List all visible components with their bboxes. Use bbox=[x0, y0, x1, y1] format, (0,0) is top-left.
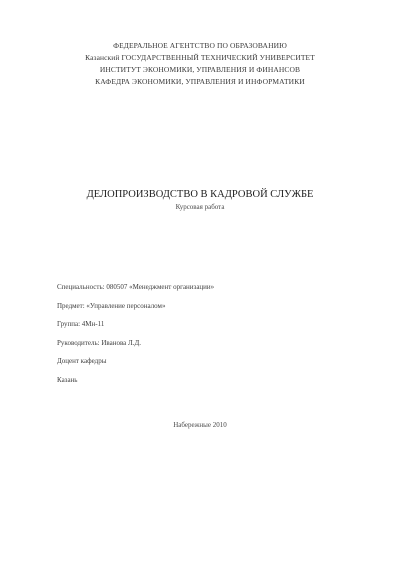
header-agency: ФЕДЕРАЛЬНОЕ АГЕНТСТВО ПО ОБРАЗОВАНИЮ bbox=[113, 41, 287, 50]
info-group: Группа: 4Мн-11 bbox=[57, 320, 105, 328]
info-position: Доцент кафедры bbox=[57, 357, 107, 365]
document-header bbox=[0, 40, 400, 88]
header-institute: ИНСТИТУТ ЭКОНОМИКИ, УПРАВЛЕНИЯ И ФИНАНСОВ bbox=[99, 65, 301, 74]
info-course: Предмет: «Управление персоналом» bbox=[57, 301, 166, 310]
title-block bbox=[0, 188, 400, 213]
document-subtitle: Курсовая работа bbox=[175, 203, 225, 211]
header-university: Казанский ГОСУДАРСТВЕННЫЙ ТЕХНИЧЕСКИЙ УНИВЕРСИТЕТ bbox=[85, 53, 315, 62]
info-city: Казань bbox=[57, 375, 78, 384]
footer-place-year: Набережные 2010 bbox=[173, 421, 227, 429]
info-student: Руководитель: Иванова Л.Д. bbox=[57, 338, 142, 347]
info-specialty: Специальность: 080507 «Менеджмент организации» bbox=[57, 283, 215, 291]
header-department: КАФЕДРА ЭКОНОМИКИ, УПРАВЛЕНИЯ И ИНФОРМАТИКИ bbox=[95, 77, 305, 86]
document-title: ДЕЛОПРОИЗВОДСТВО В КАДРОВОЙ СЛУЖБЕ bbox=[86, 189, 314, 200]
info-block bbox=[57, 278, 357, 389]
